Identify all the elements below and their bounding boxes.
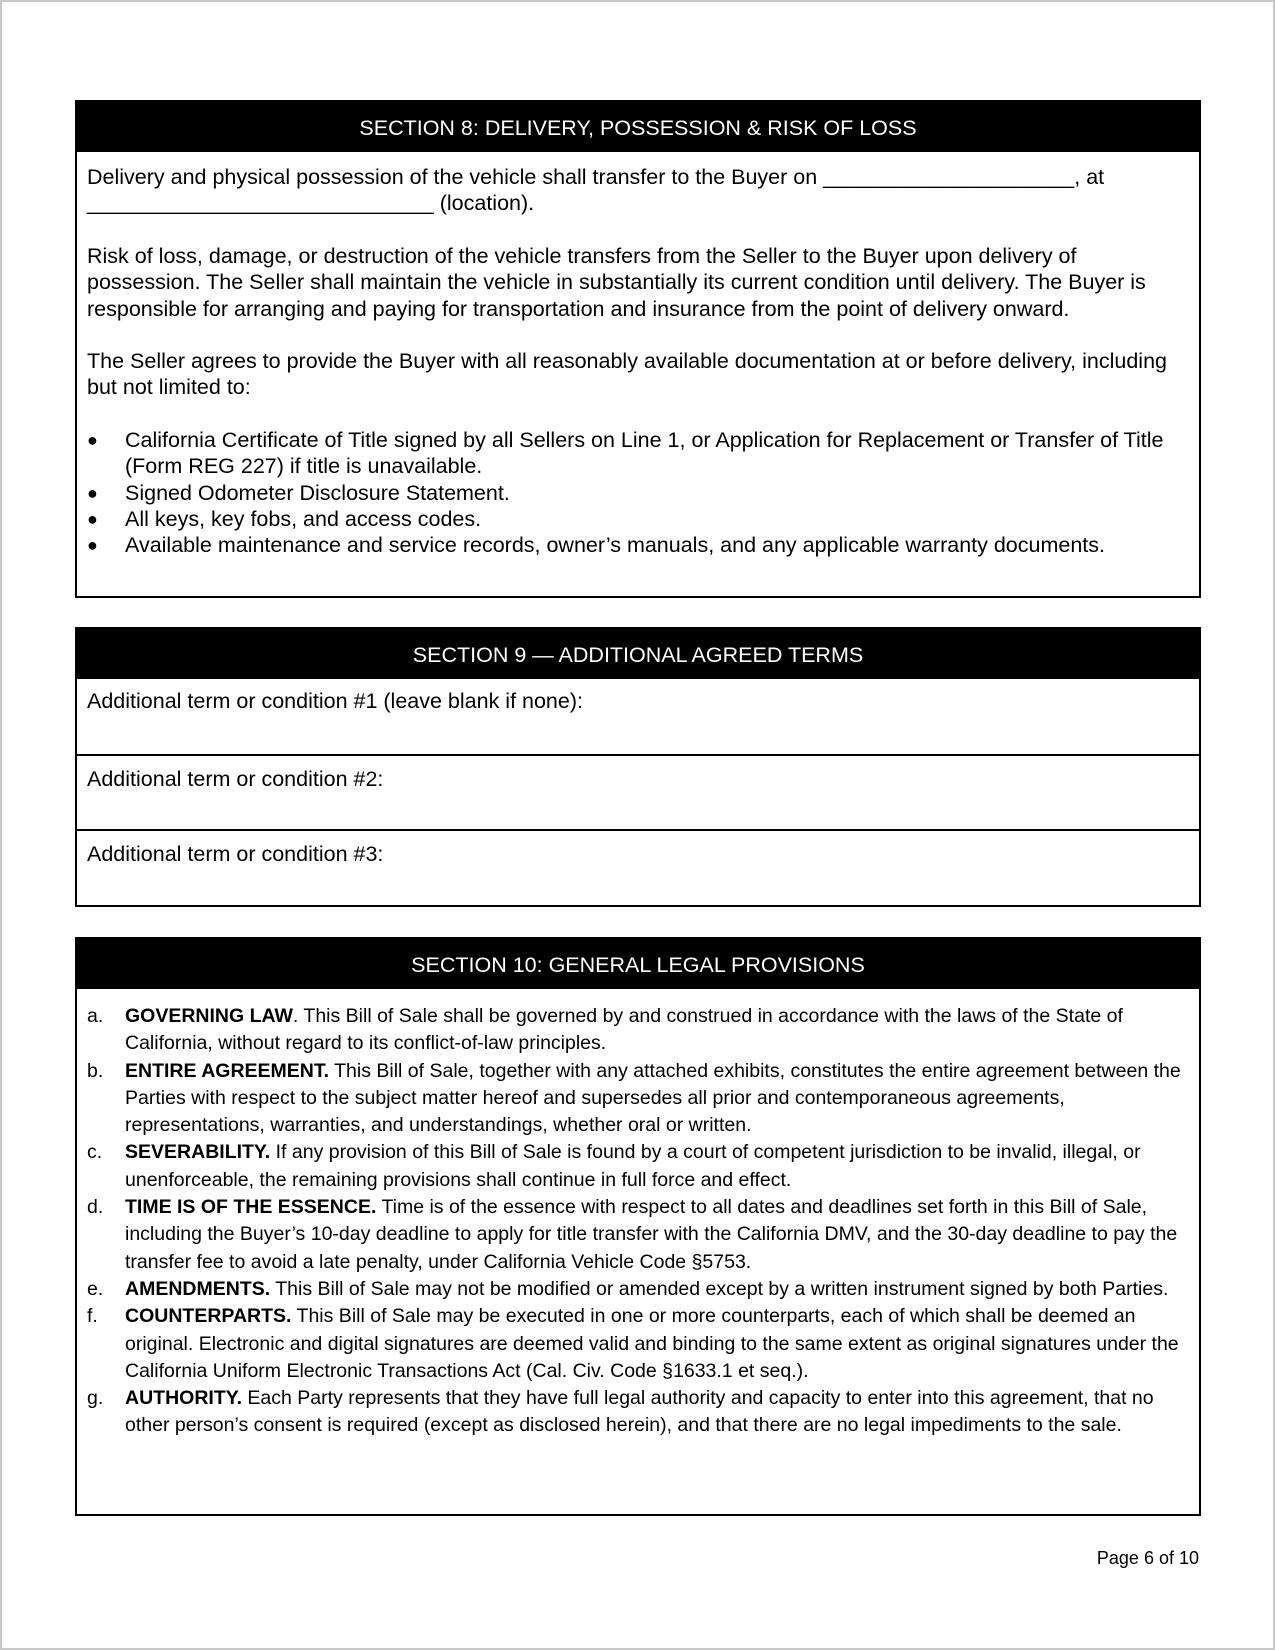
provision-time-of-essence: d. TIME IS OF THE ESSENCE. Time is of the essence with respect to all dates and deadlines set forth in this Bill of Sale, including the Buyer’s 10-day deadline to apply for title transfer with the California DMV, and the 30-day deadline to pay the transfer fee to avoid a late penalty, under California Vehicle Code §5753.: [87, 1196, 1178, 1273]
provision-authority: g. AUTHORITY. Each Party represents that they have full legal authority and capacity to enter into this agreement, that no other person’s consent is required (except as disclosed herein), and that there are no legal impediments to the sale.: [87, 1387, 1154, 1437]
provision-governing-law: a. GOVERNING LAW. This Bill of Sale shall be governed by and construed in accordance with the laws of the State of California, without regard to its conflict-of-law principles.: [87, 1005, 1123, 1055]
list-item: ● California Certificate of Title signed by all Sellers on Line 1, or Application for Replacement or Transfer of Title (Form REG 227) if title is unavailable.: [87, 427, 1164, 479]
provision-amendments: e. AMENDMENTS. This Bill of Sale may not be modified or amended except by a written instrument signed by both Parties.: [87, 1277, 1169, 1300]
list-item: ● All keys, key fobs, and access codes.: [87, 507, 482, 532]
section-9-title: SECTION 9 — ADDITIONAL AGREED TERMS: [77, 629, 1199, 679]
bullet-icon: ●: [87, 429, 98, 450]
bullet-icon: ●: [87, 535, 98, 556]
bullet-icon: ●: [87, 509, 98, 530]
additional-term-1-field[interactable]: Additional term or condition #1 (leave blank if none):: [87, 689, 583, 713]
documentation-list: [87, 427, 1189, 559]
list-item: ● Available maintenance and service records, owner’s manuals, and any applicable warranty documents.: [87, 533, 1105, 558]
provisions-list: [87, 1003, 1189, 1440]
section-10-title: SECTION 10: GENERAL LEGAL PROVISIONS: [77, 939, 1199, 989]
page-number: Page 6 of 10: [1096, 1548, 1199, 1568]
section-8-body: [77, 152, 1199, 559]
additional-term-3-field[interactable]: Additional term or condition #3:: [77, 829, 1199, 904]
additional-term-2-field[interactable]: Additional term or condition #2:: [77, 754, 1199, 829]
bullet-icon: ●: [87, 482, 98, 503]
section-9-additional-terms: [75, 627, 1201, 907]
section-10-legal-provisions: [75, 937, 1201, 1516]
risk-of-loss-paragraph: Risk of loss, damage, or destruction of the vehicle transfers from the Seller to the Buyer upon delivery of possession. The Seller shall maintain the vehicle in substantially its current condition until delivery. The Buyer is responsible for arranging and paying for transportation and insurance from the point of delivery onward.: [87, 243, 1146, 321]
provision-counterparts: f. COUNTERPARTS. This Bill of Sale may be executed in one or more counterparts, each of which shall be deemed an original. Electronic and digital signatures are deemed valid and binding to the same extent as original signatures under the California Uniform Electronic Transactions Act (Cal. Civ. Code §1633.1 et seq.).: [87, 1305, 1179, 1382]
section-8-title: SECTION 8: DELIVERY, POSSESSION & RISK OF LOSS: [77, 102, 1199, 152]
section-10-body: [77, 989, 1199, 1440]
documentation-paragraph: The Seller agrees to provide the Buyer with all reasonably available documentation at or before delivery, including but not limited to:: [87, 349, 1167, 400]
section-8-delivery: [75, 100, 1201, 598]
list-item: ● Signed Odometer Disclosure Statement.: [87, 480, 510, 505]
provision-entire-agreement: b. ENTIRE AGREEMENT. This Bill of Sale, together with any attached exhibits, constitutes the entire agreement between the Parties with respect to the subject matter hereof and supersedes all prior and contemporaneous agreements, representations, warranties, and understandings, whether oral or written.: [87, 1059, 1181, 1137]
delivery-paragraph: Delivery and physical possession of the vehicle shall transfer to the Buyer on _____________________, at _____________________________ (location).: [87, 165, 1105, 216]
provision-severability: c. SEVERABILITY. If any provision of this Bill of Sale is found by a court of competent jurisdiction to be invalid, illegal, or unenforceable, the remaining provisions shall continue in full force and effect.: [87, 1141, 1141, 1191]
